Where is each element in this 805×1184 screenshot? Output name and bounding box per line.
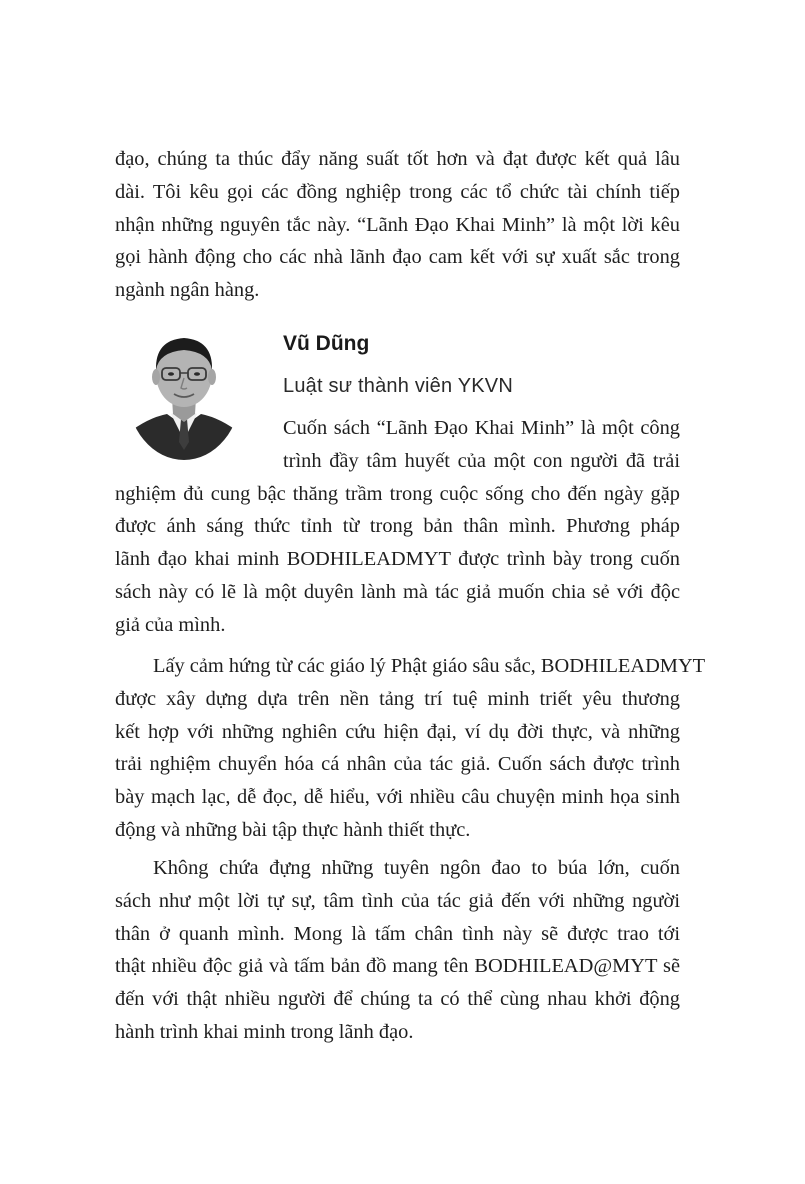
text-line: đến với thật nhiều người để chúng ta có thể cùng nhau khởi động	[115, 988, 680, 1011]
text-line: trình đầy tâm huyết của một con người đã trải	[283, 449, 680, 472]
paragraph-2	[115, 650, 706, 847]
text-line: dài. Tôi kêu gọi các đồng nghiệp trong các tổ chức tài chính tiếp	[115, 180, 680, 203]
text-line: lãnh đạo khai minh BODHILEADMYT được trình bày trong cuốn	[115, 548, 680, 571]
text-line: được ánh sáng thức tỉnh từ trong bản thân mình. Phương pháp	[115, 515, 680, 538]
text-line: kết hợp với những nghiên cứu hiện đại, ví dụ đời thực, và những	[115, 720, 680, 743]
author-name: Vũ Dũng	[283, 332, 370, 355]
text-line: bày mạch lạc, dễ đọc, dễ hiểu, với nhiều câu chuyện minh họa sinh	[115, 786, 680, 809]
text-line: sách như một lời tự sự, tâm tình của tác giả đến với những người	[115, 889, 680, 912]
text-line: sách này có lẽ là một duyên lành mà tác giả muốn chia sẻ với độc	[115, 580, 680, 603]
text-line: Lấy cảm hứng từ các giáo lý Phật giáo sâu sắc, BODHILEADMYT	[153, 655, 706, 677]
text-line: được xây dựng dựa trên nền tảng trí tuệ minh triết yêu thương	[115, 687, 680, 710]
text-line: gọi hành động cho các nhà lãnh đạo cam kết với sự xuất sắc trong	[115, 246, 680, 269]
text-line: nghiệm đủ cung bậc thăng trầm trong cuộc sống cho đến ngày gặp	[115, 482, 680, 505]
text-line: hành trình khai minh trong lãnh đạo.	[115, 1020, 414, 1043]
intro-paragraph	[115, 143, 680, 307]
text-line: đạo, chúng ta thúc đẩy năng suất tốt hơn và đạt được kết quả lâu	[115, 148, 680, 170]
text-line: giả của mình.	[115, 613, 226, 636]
paragraph-3	[115, 852, 680, 1049]
text-line: động và những bài tập thực hành thiết thực.	[115, 818, 471, 841]
text-line: thật nhiều độc giả và tấm bản đồ mang tên BODHILEAD@MYT sẽ	[115, 955, 680, 978]
text-line: Cuốn sách “Lãnh Đạo Khai Minh” là một công	[283, 417, 680, 439]
text-line: ngành ngân hàng.	[115, 279, 260, 302]
paragraph-1	[115, 412, 680, 642]
text-line: nhận những nguyên tắc này. “Lãnh Đạo Khai Minh” là một lời kêu	[115, 213, 680, 236]
text-line: trải nghiệm chuyển hóa cá nhân của tác giả. Cuốn sách được trình	[115, 753, 680, 776]
author-role: Luật sư thành viên YKVN	[283, 375, 513, 397]
text-line: thân ở quanh mình. Mong là tấm chân tình này sẽ được trao tới	[115, 922, 680, 945]
text-line: Không chứa đựng những tuyên ngôn đao to búa lớn, cuốn	[153, 857, 680, 879]
